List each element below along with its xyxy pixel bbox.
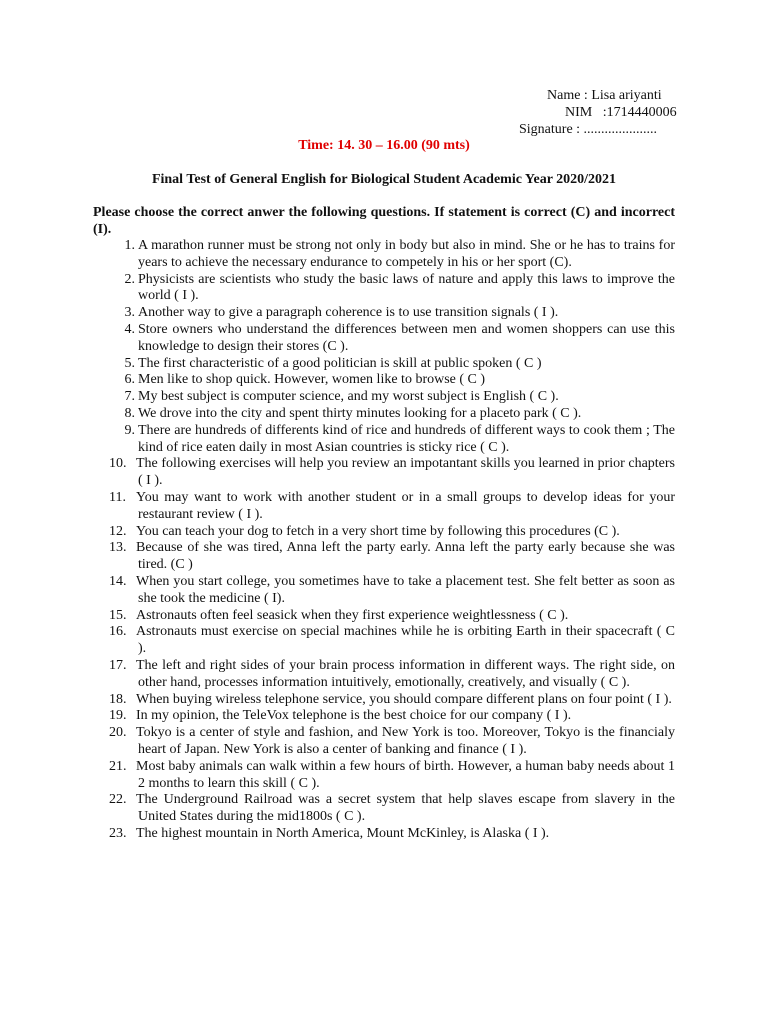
question-item <box>93 372 675 389</box>
question-item <box>93 389 675 406</box>
exam-time: Time: 14. 30 – 16.00 (90 mts) <box>298 138 470 153</box>
question-item <box>93 272 675 306</box>
instructions: Please choose the correct anwer the following questions. If statement is correct (C) and incorrect (I). <box>93 205 675 237</box>
question-number: 9. <box>124 422 135 438</box>
question-text: There are hundreds of differents kind of rice and hundreds of different ways to cook them ; The kind of rice eaten daily in most Asian countries is sticky rice ( C ). <box>138 422 675 455</box>
question-text: The highest mountain in North America, Mount McKinley, is Alaska ( I ). <box>136 825 550 841</box>
question-item <box>93 658 675 692</box>
student-name: Name : Lisa ariyanti <box>547 88 662 103</box>
question-number: 8. <box>124 405 135 421</box>
question-number: 17. <box>109 657 127 673</box>
student-info <box>515 88 695 138</box>
question-text: When buying wireless telephone service, you should compare different plans on four point ( I ). <box>136 691 672 707</box>
student-nim: NIM :1714440006 <box>565 104 677 120</box>
document-title: Final Test of General English for Biological Student Academic Year 2020/2021 <box>151 172 617 187</box>
question-item <box>93 524 675 541</box>
question-text: Astronauts must exercise on special machines while he is orbiting Earth in their spacecraft ( C ). <box>136 624 675 657</box>
question-number: 16. <box>109 624 127 640</box>
question-number: 5. <box>124 355 135 371</box>
question-number: 14. <box>109 573 127 589</box>
question-item <box>93 624 675 658</box>
question-text: Another way to give a paragraph coherence is to use transition signals ( I ). <box>138 305 559 321</box>
question-number: 4. <box>124 321 135 337</box>
question-item <box>93 305 675 322</box>
question-item <box>93 792 675 826</box>
question-text: The Underground Railroad was a secret system that help slaves escape from slavery in the United States during the mid1800s ( C ). <box>136 792 675 825</box>
question-number: 13. <box>109 540 127 556</box>
question-text: Store owners who understand the differences between men and women shoppers can use this knowledge to design their stores (C ). <box>138 321 675 354</box>
question-number: 19. <box>109 708 127 724</box>
question-text: A marathon runner must be strong not only in body but also in mind. She or he has to trains for years to achieve the necessary endurance to competely in his or her sport (C). <box>138 238 675 270</box>
question-number: 18. <box>109 691 127 707</box>
question-text: The left and right sides of your brain process information in different ways. The right side, on other hand, processes information intuitively, emotionally, creatively, and visually ( C ). <box>136 657 675 690</box>
question-number: 22. <box>109 792 127 808</box>
question-item <box>93 574 675 608</box>
question-item <box>93 725 675 759</box>
question-item <box>93 759 675 793</box>
question-text: Men like to shop quick. However, women like to browse ( C ) <box>138 372 486 388</box>
question-text: The following exercises will help you review an impotantant skills you learned in prior chapters ( I ). <box>136 456 675 489</box>
question-item <box>93 423 675 457</box>
question-number: 2. <box>124 271 135 287</box>
question-item <box>93 692 675 709</box>
question-number: 10. <box>109 456 127 472</box>
question-number: 11. <box>109 489 126 505</box>
question-text: You can teach your dog to fetch in a very short time by following this procedures (C ). <box>136 523 620 539</box>
question-text: We drove into the city and spent thirty minutes looking for a placeto park ( C ). <box>138 405 582 421</box>
question-text: Tokyo is a center of style and fashion, and New York is too. Moreover, Tokyo is the financialy heart of Japan. New York is also a center of banking and finance ( I ). <box>136 725 675 757</box>
signature-line: Signature : ..................... <box>519 121 658 137</box>
question-text: The first characteristic of a good politician is skill at public spoken ( C ) <box>138 355 542 371</box>
question-number: 6. <box>124 372 135 388</box>
question-text: In my opinion, the TeleVox telephone is the best choice for our company ( I ). <box>136 708 572 724</box>
question-text: You may want to work with another student or in a small groups to develop ideas for your restaurant review ( I ). <box>136 489 675 522</box>
question-item <box>93 238 675 272</box>
question-number: 21. <box>109 758 127 774</box>
question-item <box>93 406 675 423</box>
question-text: When you start college, you sometimes have to take a placement test. She felt better as soon as she took the medicine ( I). <box>136 573 675 606</box>
question-text: Physicists are scientists who study the basic laws of nature and apply this laws to improve the world ( I ). <box>138 271 675 304</box>
question-text: Most baby animals can walk within a few hours of birth. However, a human baby needs about 1 2 months to learn this skill ( C ). <box>136 758 675 791</box>
question-number: 15. <box>109 607 127 623</box>
question-number: 20. <box>109 725 127 741</box>
question-item <box>93 356 675 373</box>
question-number: 3. <box>124 305 135 321</box>
question-text: Because of she was tired, Anna left the party early. Anna left the party early because she was tired. (C ) <box>136 540 675 573</box>
question-text: Astronauts often feel seasick when they first experience weightlessness ( C ). <box>136 607 569 623</box>
question-number: 12. <box>109 523 127 539</box>
question-item <box>93 608 675 625</box>
question-list <box>93 238 675 843</box>
question-item <box>93 490 675 524</box>
question-text: My best subject is computer science, and my worst subject is English ( C ). <box>138 389 559 405</box>
question-item <box>93 540 675 574</box>
question-item <box>93 322 675 356</box>
question-item <box>93 826 675 843</box>
question-item <box>93 456 675 490</box>
question-number: 1. <box>124 238 135 253</box>
question-number: 23. <box>109 825 127 841</box>
question-item <box>93 708 675 725</box>
question-number: 7. <box>124 389 135 405</box>
